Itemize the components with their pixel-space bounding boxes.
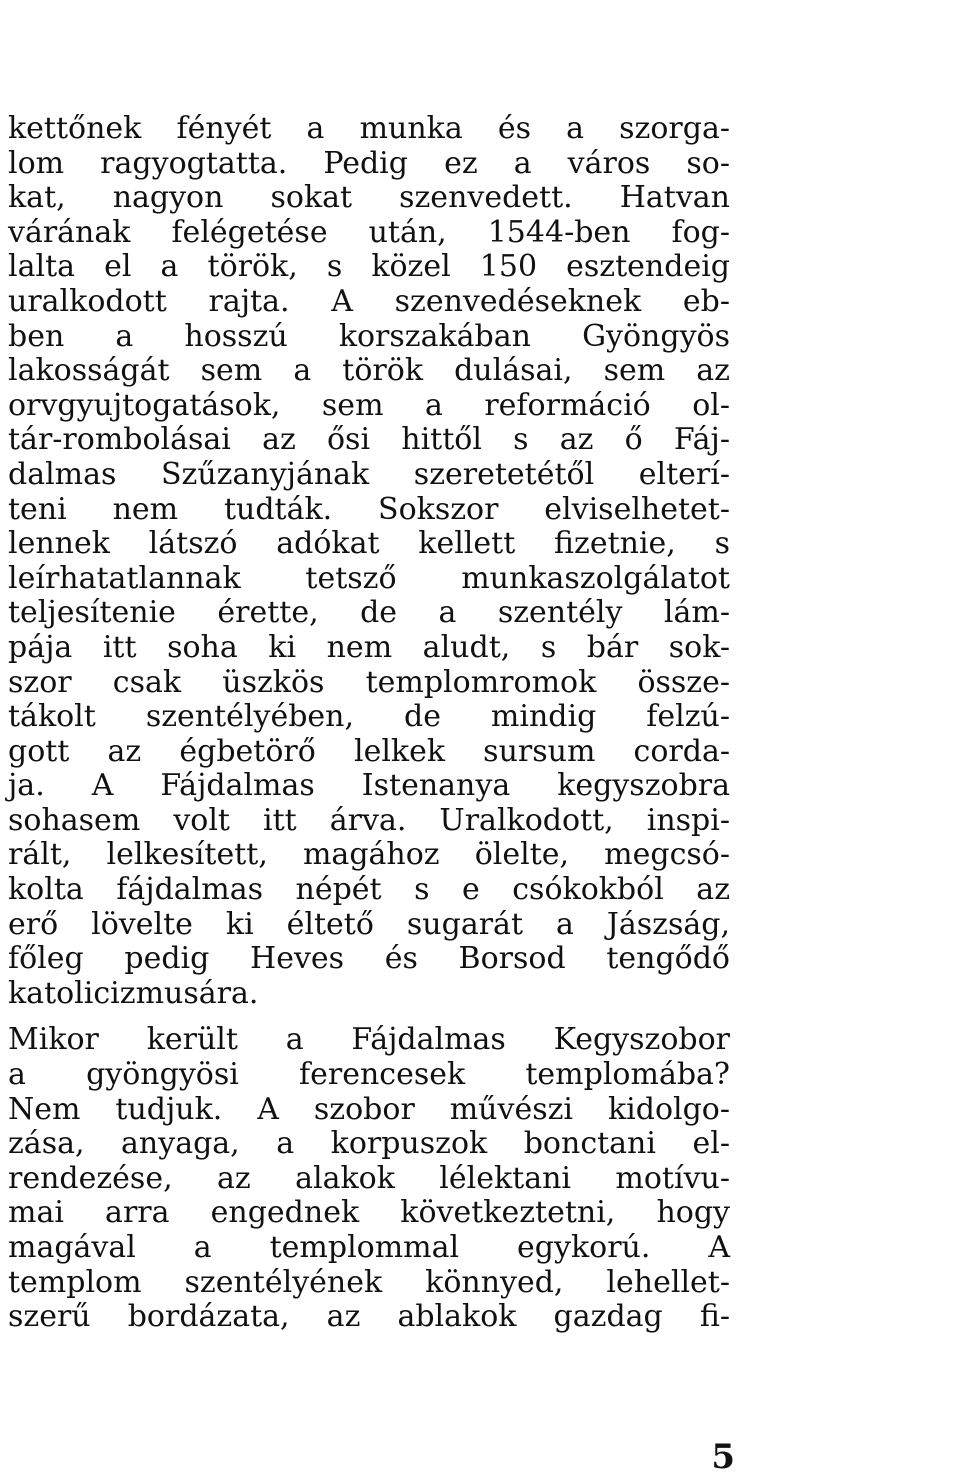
text-line: gott az égbetörő lelkek sursum corda- (8, 733, 730, 769)
text-line: teljesítenie érette, de a szentély lám- (8, 595, 730, 631)
text-line: kat, nagyon sokat szenvedett. Hatvan (8, 180, 730, 216)
text-line: tár-rombolásai az ősi hittől s az ő Fáj- (8, 422, 730, 458)
text-line: tákolt szentélyében, de mindig felzú- (8, 699, 730, 735)
text-line: lalta el a török, s közel 150 esztendeig (8, 249, 730, 285)
text-line: a gyöngyösi ferencesek templomába? (8, 1057, 730, 1093)
text-line: Nem tudjuk. A szobor művészi kidolgo- (8, 1091, 730, 1127)
text-line: rált, lelkesített, magához ölelte, megcsó- (8, 837, 730, 873)
text-line: orvgyujtogatások, sem a reformáció ol- (8, 387, 730, 423)
text-line: uralkodott rajta. A szenvedéseknek eb- (8, 283, 730, 319)
text-line: várának felégetése után, 1544-ben fog- (8, 214, 730, 250)
text-line: zása, anyaga, a korpuszok bonctani el- (8, 1126, 730, 1162)
text-line: szor csak üszkös templomromok össze- (8, 664, 730, 700)
text-line: erő lövelte ki éltető sugarát a Jászság, (8, 906, 730, 942)
text-line: magával a templommal egykorú. A (8, 1230, 730, 1265)
text-line: Mikor került a Fájdalmas Kegyszobor (8, 1022, 730, 1058)
text-line: templom szentélyének könnyed, lehellet- (8, 1264, 730, 1300)
text-line: lennek látszó adókat kellett fizetnie, s (8, 526, 730, 562)
text-line: rendezése, az alakok lélektani motívu- (8, 1160, 730, 1196)
text-column (8, 112, 730, 1335)
text-line: szerű bordázata, az ablakok gazdag fi- (8, 1299, 730, 1335)
text-line: sohasem volt itt árva. Uralkodott, inspi- (8, 802, 730, 838)
page-number: 5 (711, 1437, 735, 1477)
text-line: dalmas Szűzanyjának szeretetétől elterí- (8, 456, 730, 492)
text-line: ja. A Fájdalmas Istenanya kegyszobra (8, 768, 730, 804)
text-line: leírhatatlannak tetsző munkaszolgálatot (8, 560, 730, 596)
text-line: ben a hosszú korszakában Gyöngyös (8, 318, 730, 354)
text-line: pája itt soha ki nem aludt, s bár sok- (8, 629, 730, 665)
text-line: katolicizmusára. (8, 975, 259, 1011)
text-line: kettőnek fényét a munka és a szorga- (8, 111, 730, 146)
text-line: mai arra engednek következtetni, hogy (8, 1195, 730, 1231)
paragraph-2 (8, 1023, 730, 1334)
paragraph-1 (8, 112, 730, 1011)
text-line: lom ragyogtatta. Pedig ez a város so- (8, 145, 730, 181)
text-line: kolta fájdalmas népét s e csókokból az (8, 872, 730, 908)
text-line: főleg pedig Heves és Borsod tengődő (8, 941, 730, 977)
text-line: teni nem tudták. Sokszor elviselhetet- (8, 491, 730, 527)
text-line: lakosságát sem a török dulásai, sem az (8, 353, 730, 389)
